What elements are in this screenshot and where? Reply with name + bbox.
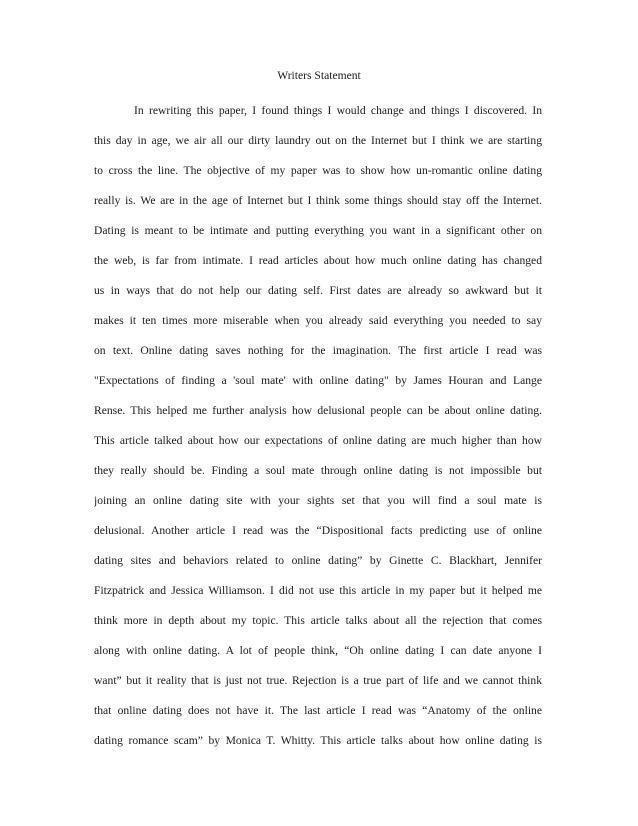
paragraph-line: this day in age, we air all our dirty laundry out on the Internet but I think we are starting — [94, 134, 542, 147]
paragraph-line: Rense. This helped me further analysis how delusional people can be about online dating. — [94, 404, 542, 417]
paragraph-line: makes it ten times more miserable when you already said everything you needed to say — [94, 314, 542, 327]
paragraph-line: This article talked about how our expectations of online dating are much higher than how — [94, 434, 542, 447]
paragraph-line: delusional. Another article I read was the “Dispositional facts predicting use of online — [94, 524, 542, 537]
paragraph-line: really is. We are in the age of Internet but I think some things should stay off the Internet. — [94, 194, 542, 207]
paragraph-line: dating sites and behaviors related to online dating” by Ginette C. Blackhart, Jennifer — [94, 554, 542, 567]
paragraph-line: us in ways that do not help our dating self. First dates are already so awkward but it — [94, 284, 542, 297]
paragraph-line: that online dating does not have it. The last article I read was “Anatomy of the online — [94, 704, 542, 717]
paragraph-line: think more in depth about my topic. This article talks about all the rejection that comes — [94, 614, 542, 627]
paragraph-line: joining an online dating site with your sights set that you will find a soul mate is — [94, 494, 542, 507]
paragraph-line: on text. Online dating saves nothing for the imagination. The first article I read was — [94, 344, 542, 357]
paragraph-line: Dating is meant to be intimate and putting everything you want in a significant other on — [94, 224, 542, 237]
paragraph-line: they really should be. Finding a soul mate through online dating is not impossible but — [94, 464, 542, 477]
paragraph-line: "Expectations of finding a 'soul mate' with online dating" by James Houran and Lange — [94, 374, 542, 387]
paragraph-line: In rewriting this paper, I found things I would change and things I discovered. In — [134, 104, 542, 117]
document-title: Writers Statement — [277, 69, 361, 82]
paragraph-line: the web, is far from intimate. I read articles about how much online dating has changed — [94, 254, 542, 267]
paragraph-line: Fitzpatrick and Jessica Williamson. I did not use this article in my paper but it helped me — [94, 584, 542, 597]
paragraph-line: to cross the line. The objective of my paper was to show how un-romantic online dating — [94, 164, 542, 177]
paragraph-line: along with online dating. A lot of people think, “Oh online dating I can date anyone I — [94, 644, 542, 657]
paragraph-line: dating romance scam” by Monica T. Whitty. This article talks about how online dating is — [94, 734, 542, 747]
paragraph-line: want” but it reality that is just not true. Rejection is a true part of life and we cannot think — [94, 674, 542, 687]
